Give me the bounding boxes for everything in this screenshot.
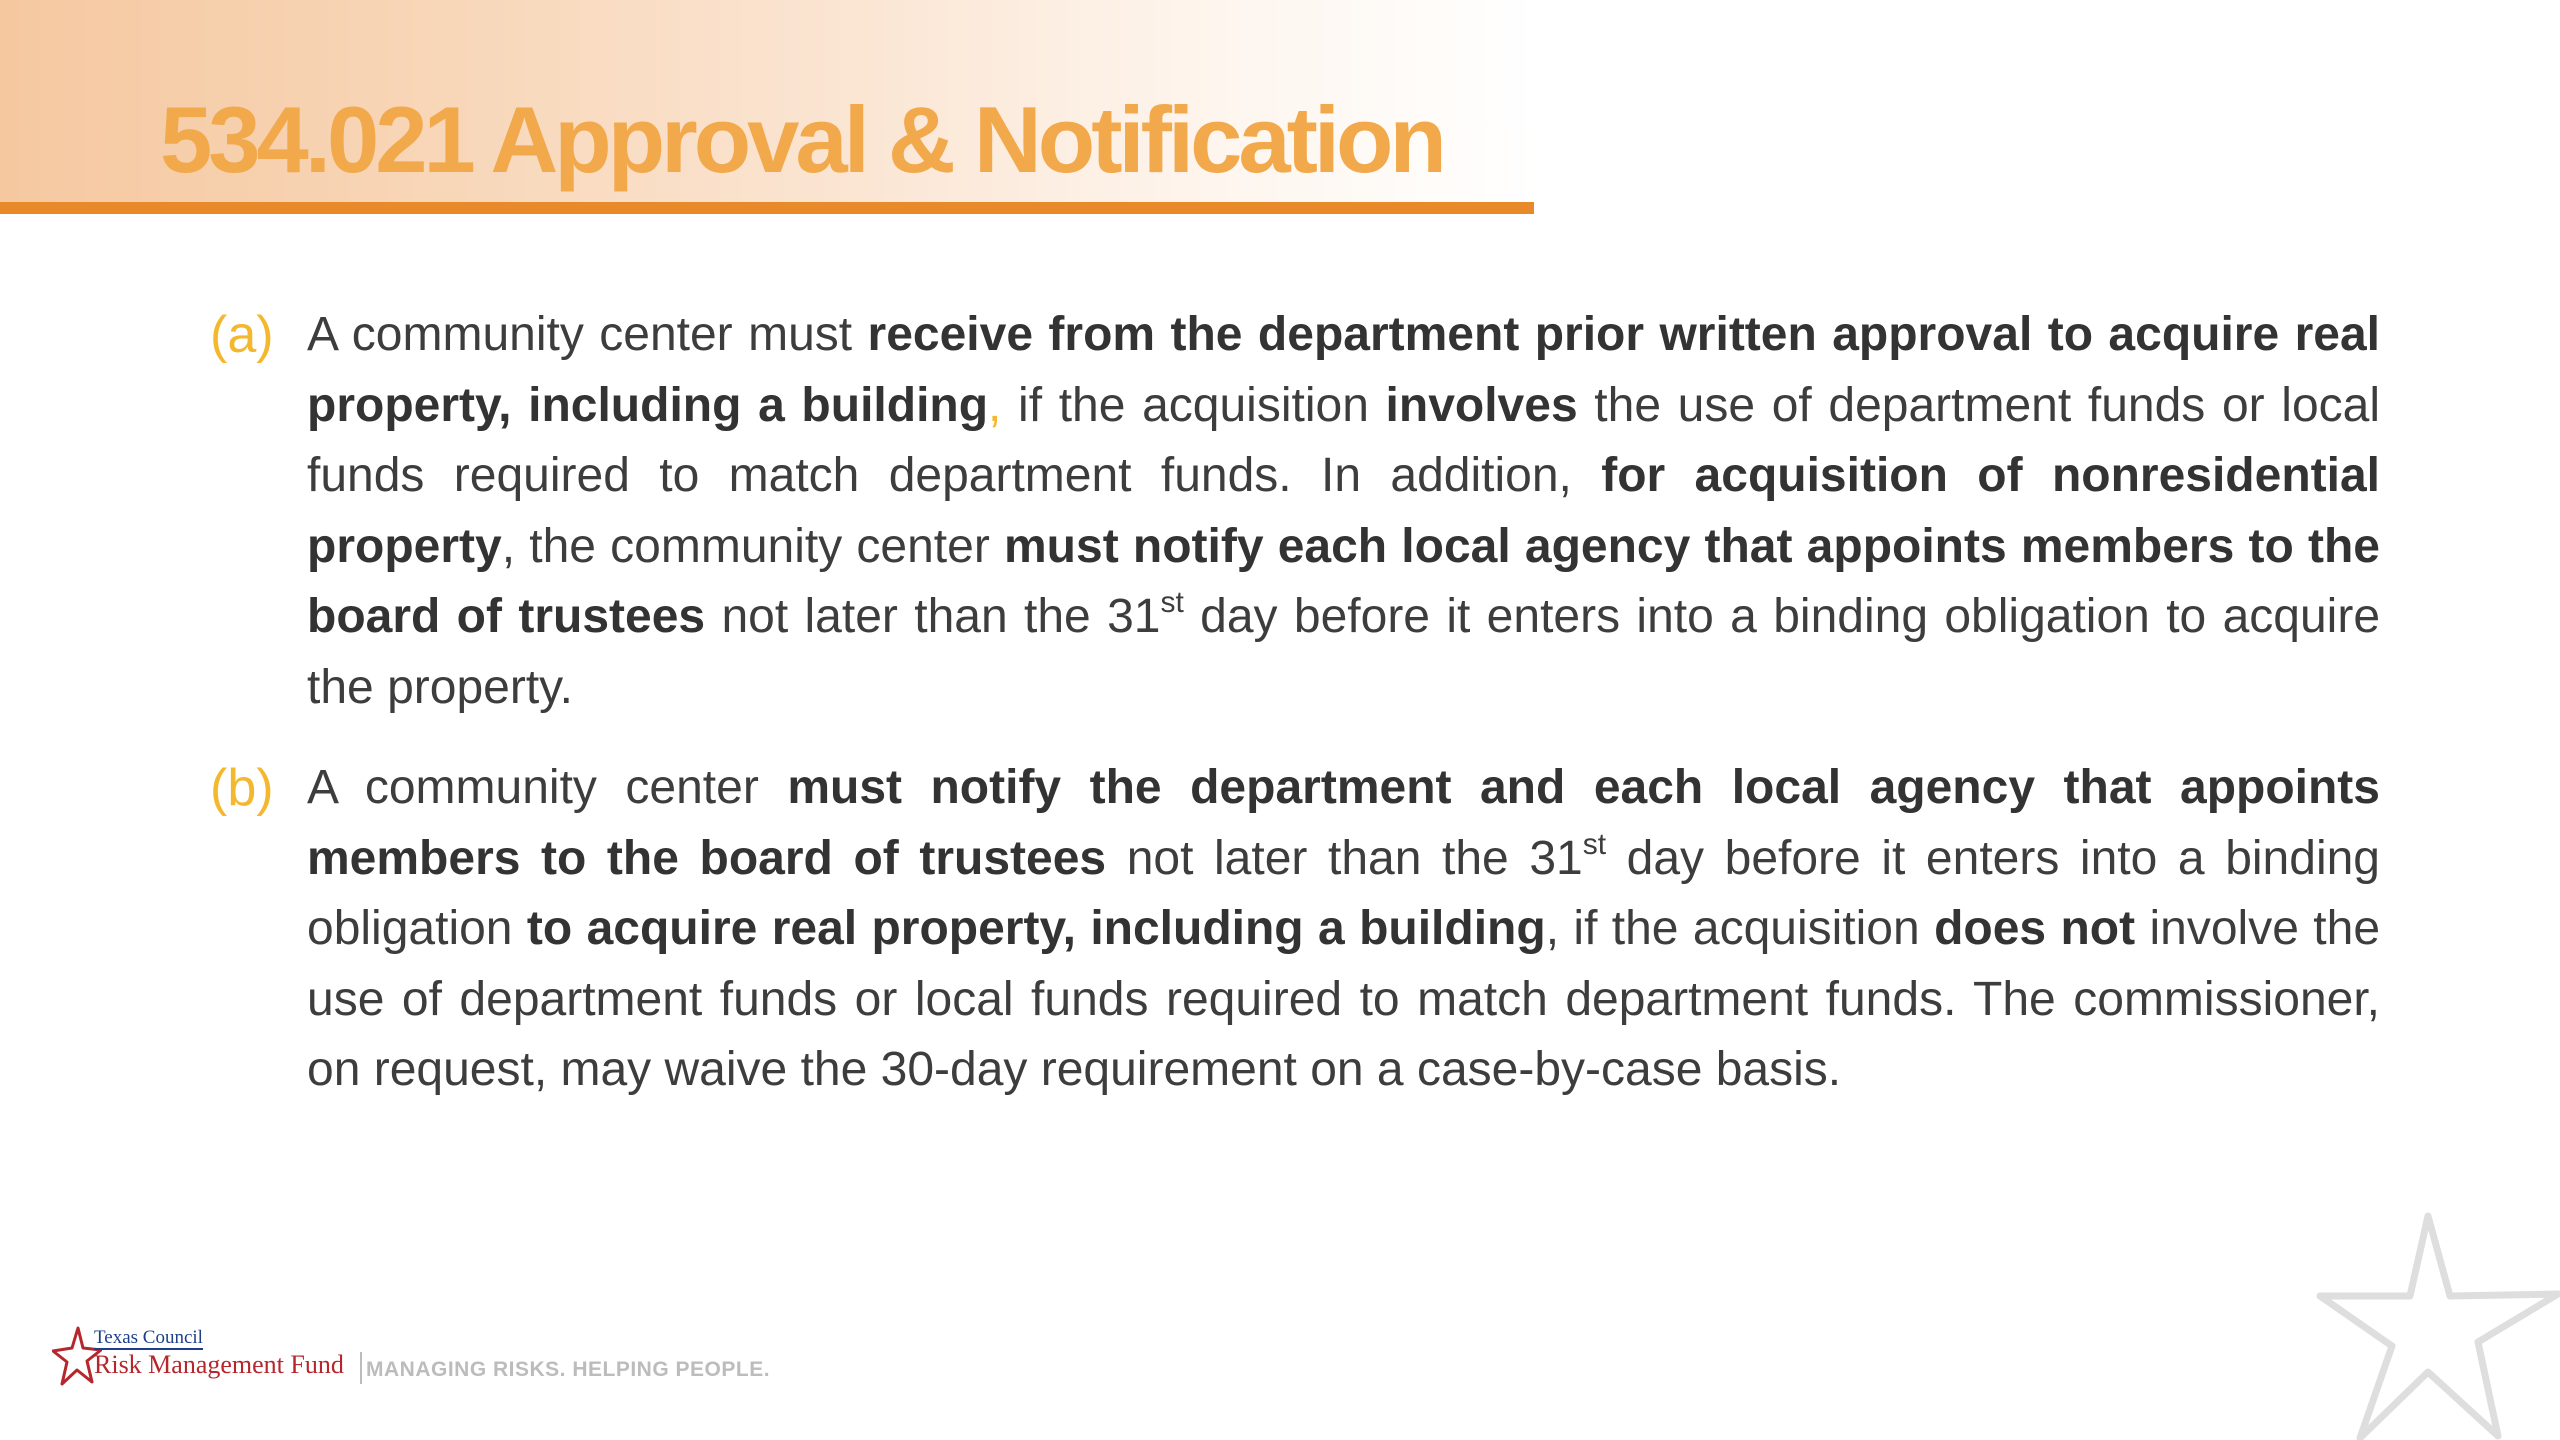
body-text: if the acquisition bbox=[1001, 378, 1386, 432]
emphasis-text: involves bbox=[1385, 378, 1578, 432]
title-underline bbox=[0, 202, 1534, 214]
slide-title: 534.021 Approval & Notification bbox=[160, 87, 1443, 192]
body-text: not later than the 31 bbox=[1106, 831, 1583, 885]
body-text: , the community center bbox=[501, 519, 1004, 573]
footer-logo bbox=[52, 1322, 812, 1394]
body-text: the use of department funds or local funds required to match department funds. In addition, bbox=[307, 378, 2381, 502]
body-text: involve the use of department funds or local funds required to match department funds. The commissioner, on request, may waive the 30-day requirement on a case-by-case basis. bbox=[307, 902, 2381, 1096]
ordinal-suffix: st bbox=[1160, 586, 1184, 619]
paragraph-label: (b) bbox=[210, 759, 274, 817]
paragraph-list bbox=[210, 300, 2380, 1136]
body-text: A community center bbox=[307, 761, 788, 814]
accent-punctuation: , bbox=[988, 378, 1002, 432]
tagline: MANAGING RISKS. HELPING PEOPLE. bbox=[366, 1358, 771, 1381]
tagline-divider bbox=[360, 1352, 362, 1384]
paragraph-a bbox=[210, 300, 2380, 723]
emphasis-text: must notify each local agency that appoints members to the board of trustees bbox=[307, 519, 2380, 643]
logo-council-text: Texas Council bbox=[94, 1327, 203, 1348]
ordinal-suffix: st bbox=[1582, 827, 1607, 861]
emphasis-text: for acquisition of nonresidential property bbox=[307, 449, 2380, 573]
body-text: day before it enters into a binding obligation to acquire the property. bbox=[307, 590, 2381, 714]
paragraph-text bbox=[307, 753, 2380, 1106]
paragraph-label: (a) bbox=[210, 306, 274, 364]
body-text: day before it enters into a binding obligation bbox=[307, 831, 2380, 955]
body-text: not later than the 31 bbox=[705, 590, 1161, 643]
body-text: A community center must bbox=[307, 308, 868, 361]
logo-fund-text: Risk Management Fund bbox=[94, 1350, 344, 1379]
body-text: , if the acquisition bbox=[1545, 902, 1935, 955]
emphasis-text: does not bbox=[1934, 902, 2136, 955]
emphasis-text: must notify the department and each local agency that appoints members to the board of trustees bbox=[307, 761, 2380, 885]
paragraph-b bbox=[210, 753, 2380, 1106]
paragraph-text bbox=[307, 300, 2380, 723]
emphasis-text: receive from the department prior written approval to acquire real property, including a building bbox=[307, 308, 2380, 432]
emphasis-text: to acquire real property, including a building bbox=[526, 902, 1546, 955]
star-outline-icon bbox=[2300, 1196, 2560, 1440]
